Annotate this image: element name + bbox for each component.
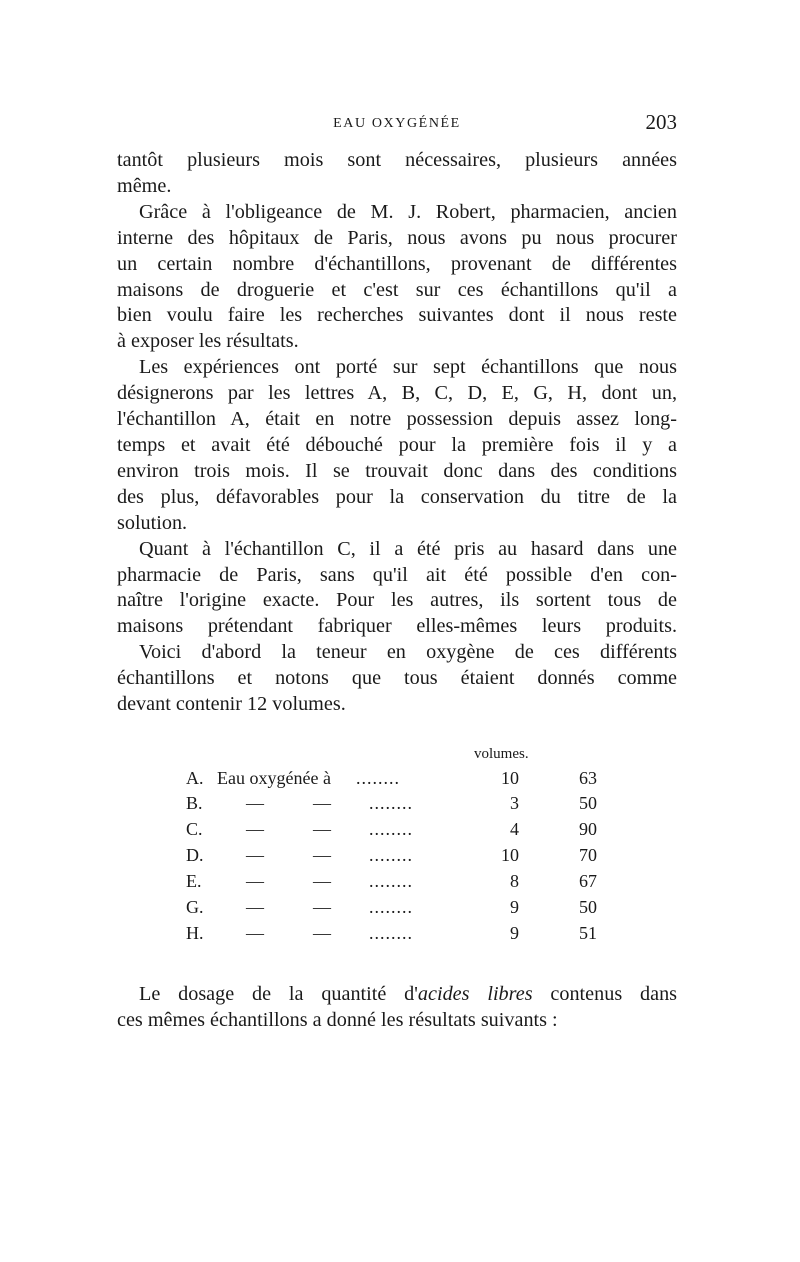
- paragraph-2: [117, 200, 677, 355]
- table-row: [117, 923, 617, 948]
- volume-integer: 10: [501, 767, 519, 788]
- table-row: [117, 768, 617, 793]
- text-line: tantôt plusieurs mois sont nécessaires, plusieurs années: [117, 149, 677, 171]
- final-paragraph: [117, 982, 677, 1034]
- text-line: Quant à l'échantillon C, il a été pris au hasard dans une: [139, 537, 677, 560]
- volume-integer: 10: [501, 844, 519, 865]
- text-line: des plus, défavorables pour la conservation du titre de la: [117, 485, 677, 508]
- ditto-dash: —: [313, 792, 331, 813]
- sample-label: B.: [186, 792, 203, 813]
- volume-decimal: 51: [579, 922, 597, 943]
- sample-label: C.: [186, 818, 203, 839]
- column-header: volumes.: [474, 745, 529, 762]
- ditto-dash: —: [313, 922, 331, 943]
- text-line: échantillons et notons que tous étaient donnés comme: [117, 667, 677, 690]
- ditto-dash: —: [313, 896, 331, 917]
- text-line: ces mêmes échantillons a donné les résultats suivants :: [117, 1008, 558, 1031]
- volume-decimal: 63: [579, 767, 597, 788]
- text-line: naître l'origine exacte. Pour les autres, ils sortent tous de: [117, 589, 677, 612]
- volume-integer: 4: [510, 818, 519, 839]
- running-head: [117, 108, 677, 142]
- text-segment: contenus dans: [532, 982, 678, 1005]
- volume-decimal: 50: [579, 896, 597, 917]
- italic-term: acides libres: [417, 982, 533, 1005]
- volume-integer: 8: [510, 870, 519, 891]
- leader-dots: ........: [369, 870, 413, 891]
- ditto-dash: —: [246, 922, 264, 943]
- sample-label: H.: [186, 922, 204, 943]
- ditto-dash: —: [313, 870, 331, 891]
- text-line: temps et avait été débouché pour la première fois il y a: [117, 433, 677, 456]
- paragraph-5: [117, 640, 677, 718]
- page-number: 203: [645, 110, 677, 134]
- text-line: [117, 982, 677, 1008]
- oxygen-content-table: [117, 746, 677, 946]
- leader-dots: ........: [369, 818, 413, 839]
- volume-decimal: 90: [579, 818, 597, 839]
- text-line: l'échantillon A, était en notre possession depuis assez long-: [117, 408, 677, 431]
- ditto-dash: —: [313, 844, 331, 865]
- sample-label: G.: [186, 896, 204, 917]
- sample-label: A.: [186, 767, 204, 788]
- volume-decimal: 50: [579, 792, 597, 813]
- ditto-dash: —: [246, 792, 264, 813]
- body-text: [117, 148, 677, 718]
- book-page: [117, 108, 677, 1034]
- leader-dots: ........: [369, 896, 413, 917]
- text-line: interne des hôpitaux de Paris, nous avons pu nous procurer: [117, 226, 677, 249]
- text-line: Les expériences ont porté sur sept échantillons que nous: [139, 356, 677, 379]
- volume-decimal: 67: [579, 870, 597, 891]
- sample-name: Eau oxygénée à: [217, 767, 331, 788]
- ditto-dash: —: [313, 818, 331, 839]
- text-line: maisons de droguerie et c'est sur ces échantillons qu'il a: [117, 278, 677, 301]
- ditto-dash: —: [246, 818, 264, 839]
- ditto-dash: —: [246, 896, 264, 917]
- running-title: EAU OXYGÉNÉE: [333, 116, 461, 131]
- ditto-dash: —: [246, 844, 264, 865]
- text-line: pharmacie de Paris, sans qu'il ait été possible d'en con-: [117, 563, 677, 586]
- volume-integer: 9: [510, 922, 519, 943]
- paragraph-3: [117, 355, 677, 536]
- leader-dots: ........: [369, 792, 413, 813]
- text-line: Grâce à l'obligeance de M. J. Robert, pharmacien, ancien: [139, 200, 677, 223]
- leader-dots: ........: [369, 922, 413, 943]
- text-line: bien voulu faire les recherches suivantes dont il nous reste: [117, 304, 677, 327]
- leader-dots: ........: [356, 767, 400, 788]
- volume-decimal: 70: [579, 844, 597, 865]
- text-line: environ trois mois. Il se trouvait donc dans des conditions: [117, 459, 677, 482]
- text-line: un certain nombre d'échantillons, provenant de différentes: [117, 252, 677, 275]
- table-row: [117, 793, 617, 818]
- table-row: [117, 819, 617, 844]
- text-line: Voici d'abord la teneur en oxygène de ces différents: [139, 641, 677, 664]
- text-segment: Le dosage de la quantité d': [139, 982, 418, 1005]
- text-line: maisons prétendant fabriquer elles-mêmes leurs produits.: [117, 615, 677, 638]
- table-row: [117, 897, 617, 922]
- text-line: solution.: [117, 511, 188, 534]
- table-row: [117, 845, 617, 870]
- paragraph-4: [117, 537, 677, 641]
- text-line: devant contenir 12 volumes.: [117, 693, 346, 716]
- sample-label: E.: [186, 870, 202, 891]
- text-line: à exposer les résultats.: [117, 330, 299, 353]
- ditto-dash: —: [246, 870, 264, 891]
- text-line: même.: [117, 174, 172, 197]
- paragraph-1: [117, 148, 677, 200]
- sample-label: D.: [186, 844, 204, 865]
- table-row: [117, 871, 617, 896]
- leader-dots: ........: [369, 844, 413, 865]
- volume-integer: 3: [510, 792, 519, 813]
- volume-integer: 9: [510, 896, 519, 917]
- text-line: désignerons par les lettres A, B, C, D, E, G, H, dont un,: [117, 382, 677, 405]
